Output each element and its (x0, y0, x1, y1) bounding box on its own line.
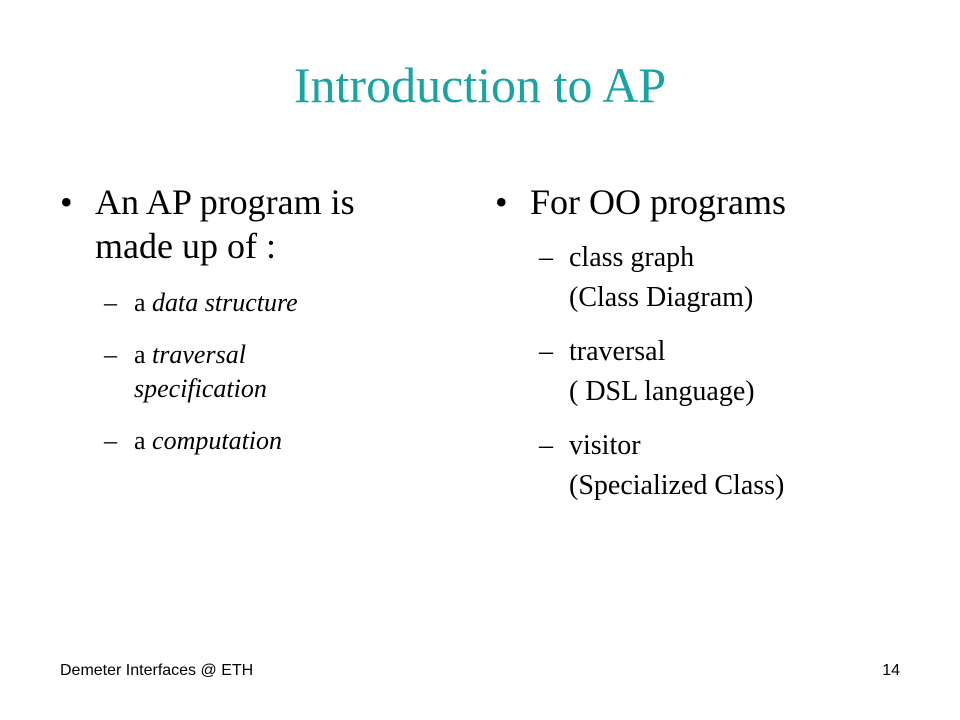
left-subitem-traversal (60, 338, 460, 406)
subitem-line1: traversal (569, 336, 666, 367)
right-subitem-class-graph (495, 238, 915, 318)
subitem-term-line2: specification (134, 374, 267, 403)
subitem-term: traversal (152, 340, 246, 369)
right-bullet (495, 180, 915, 224)
left-subitem-computation (60, 424, 460, 458)
left-column (60, 180, 460, 458)
subitem-line1: class graph (569, 242, 695, 273)
subitem-prefix: a (134, 426, 153, 455)
right-heading: For OO programs (530, 182, 786, 222)
subitem-term: computation (152, 426, 283, 455)
dash-icon: – (104, 340, 117, 369)
slide-title: Introduction to AP (293, 57, 667, 113)
subitem-term: data structure (152, 288, 298, 317)
subitem-prefix: a (134, 340, 153, 369)
subitem-line2: (Specialized Class) (569, 470, 785, 501)
dash-icon: – (104, 288, 117, 317)
left-bullet (60, 180, 460, 268)
dash-icon: – (539, 430, 553, 461)
right-column (495, 180, 915, 506)
left-subitem-data-structure (60, 286, 460, 320)
subitem-prefix: a (134, 288, 153, 317)
footer-source: Demeter Interfaces @ ETH (60, 662, 254, 679)
dash-icon: – (539, 336, 553, 367)
left-heading-line2: made up of : (95, 226, 276, 266)
right-subitem-traversal (495, 332, 915, 412)
dash-icon: – (104, 426, 117, 455)
left-heading-line1: An AP program is (95, 182, 355, 222)
bullet-icon: • (60, 182, 73, 222)
dash-icon: – (539, 242, 553, 273)
right-subitem-visitor (495, 426, 915, 506)
subitem-line2: (Class Diagram) (569, 282, 754, 313)
footer-page-number: 14 (882, 662, 900, 679)
subitem-line1: visitor (569, 430, 641, 461)
subitem-line2: ( DSL language) (569, 376, 755, 407)
bullet-icon: • (495, 182, 508, 222)
